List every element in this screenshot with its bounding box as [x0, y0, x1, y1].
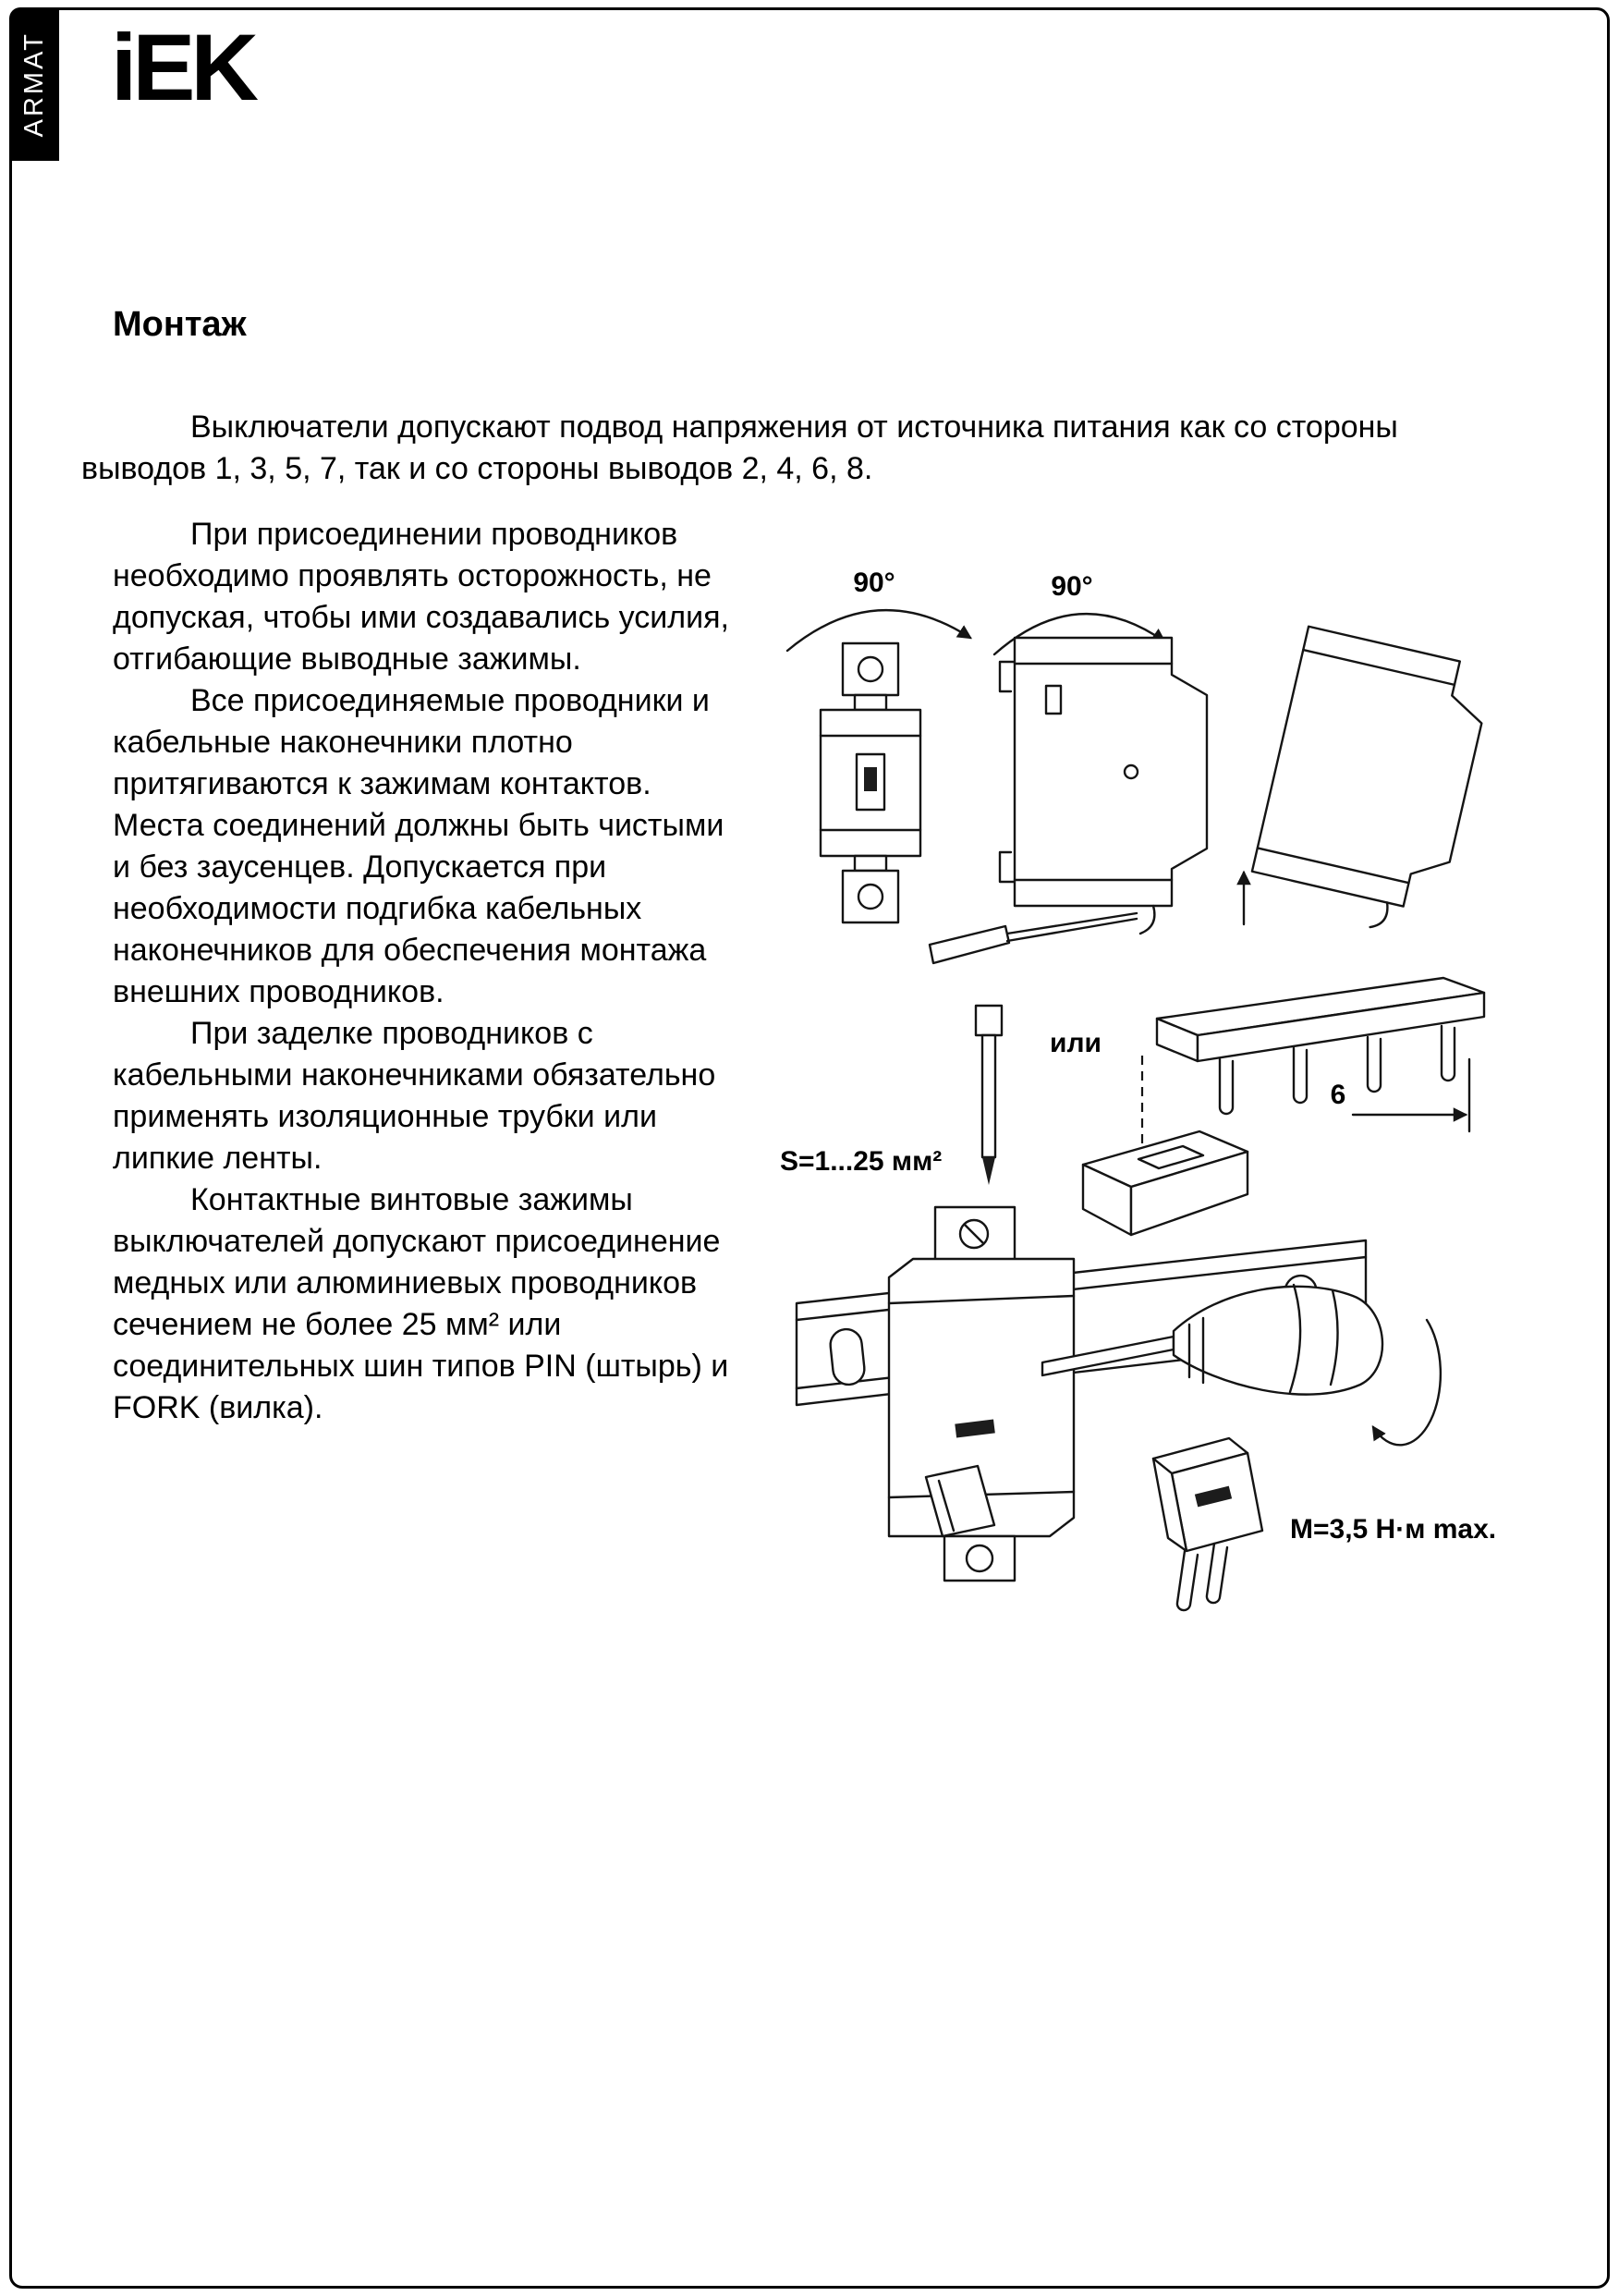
fork-busbar-drawing	[1153, 1438, 1262, 1610]
section-heading: Монтаж	[113, 305, 247, 344]
screwdriver-insert-drawing	[976, 1006, 1002, 1185]
paragraph-insulation: При заделке проводников с кабельными наконечниками обязательно применять изоляционные трубки или липкие ленты.	[113, 1016, 716, 1176]
paragraph-tightening: Все присоединяемые проводники и кабельные наконечники плотно притягиваются к зажимам контактов. Места соединений должны быть чистыми и без заусенцев. Допускается при необходимости подгибка кабельных наконечников для обеспечения монтажа внешних проводников.	[113, 683, 724, 1009]
pin-width-dimension	[1353, 1059, 1469, 1131]
breaker-tilted-view-drawing	[1246, 627, 1494, 942]
rotation-angle-left-label: 90°	[853, 568, 895, 598]
pin-width-label: 6	[1330, 1080, 1346, 1110]
terminal-lug-drawing	[1083, 1131, 1248, 1235]
breaker-side-view-drawing	[1000, 638, 1207, 934]
paragraph-connection-care: При присоединении проводников необходимо проявлять осторожность, не допуская, чтобы ими создавались усилия, отгибающие выводные зажимы.	[113, 517, 729, 677]
or-label: или	[1050, 1028, 1102, 1058]
iek-logo: iEK	[111, 15, 255, 120]
screwdriver-release-drawing	[930, 913, 1137, 963]
series-sidebar	[9, 7, 59, 161]
rotation-angle-right-label: 90°	[1051, 571, 1093, 602]
breaker-front-view-drawing	[821, 643, 920, 922]
installation-diagram	[739, 545, 1599, 1710]
breaker-mounted-drawing	[889, 1207, 1074, 1581]
pin-busbar-drawing	[1157, 978, 1484, 1114]
body-text-column	[113, 514, 730, 1429]
max-torque-label: M=3,5 Н·м max.	[1290, 1514, 1497, 1545]
paragraph-terminal-capacity: Контактные винтовые зажимы выключателей допускают присоединение медных или алюминиевых проводников сечением не более 25 мм² или соединительных шин типов PIN (штырь) и FORK (вилка).	[113, 1182, 729, 1425]
intro-paragraph: Выключатели допускают подвод напряжения от источника питания как со стороны выводов 1, 3, 5, 7, так и со стороны выводов 2, 4, 6, 8.	[81, 409, 1398, 486]
series-label: ARMAT	[18, 31, 49, 138]
wire-cross-section-label: S=1...25 мм²	[780, 1146, 943, 1177]
